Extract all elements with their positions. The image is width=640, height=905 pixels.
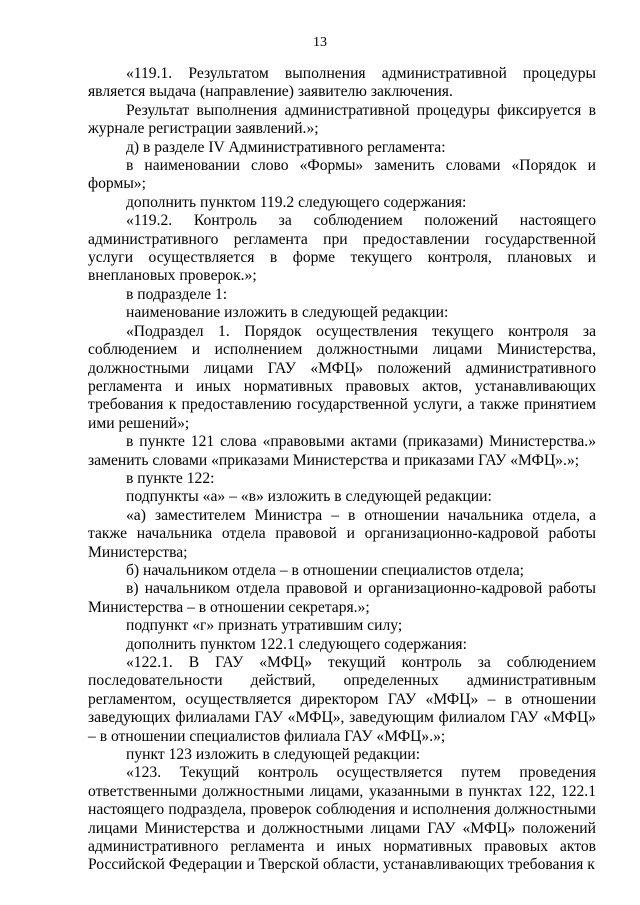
paragraph-add-122-1: дополнить пунктом 122.1 следующего содержания: <box>126 635 467 653</box>
paragraph-subitem-v: в) начальником отдела правовой и организационно-кадровой работы Министерства – в отношении секретаря.»; <box>88 580 596 616</box>
paragraph-123: «123. Текущий контроль осуществляется путем проведения ответственными должностными лицами, указанными в пунктах 122, 122.1 настоящего подраздела, проверок соблюдения и исполнения должностными лицами Министерства и должностными лицами ГАУ «МФЦ» положений административного регламента и иных нормативных правовых актов Российской Федерации и Тверской области, устанавливающих требования к <box>88 764 596 874</box>
paragraph-119-2: «119.2. Контроль за соблюдением положений настоящего административного регламента при предоставлении государственной услуги осуществляется в форме текущего контроля, плановых и внеплановых проверок.»; <box>88 212 596 285</box>
paragraph-subitem-b: б) начальником отдела – в отношении специалистов отдела; <box>126 561 524 579</box>
paragraph-result-journal: Результат выполнения административной процедуры фиксируется в журнале регистрации заявлений.»; <box>88 101 596 138</box>
document-body <box>88 65 596 875</box>
paragraph-subsection-1-title: «Подраздел 1. Порядок осуществления текущего контроля за соблюдением и исполнением должностными лицами Министерства, должностными лицами ГАУ «МФЦ» положений административного регламента и иных нормативных правовых актов, устанавливающих требования к предоставлению государственной услуги, а также принятием ими решений»; <box>88 322 596 432</box>
paragraph-title-edit: наименование изложить в следующей редакции: <box>126 304 449 322</box>
paragraph-item-122: в пункте 122: <box>126 469 215 487</box>
paragraph-subitem-g: подпункт «г» признать утратившим силу; <box>126 617 403 635</box>
page-number: 13 <box>313 35 327 50</box>
paragraph-title-change: в наименовании слово «Формы» заменить словами «Порядок и формы»; <box>88 157 596 193</box>
paragraph-subsection-1: в подразделе 1: <box>126 285 228 303</box>
paragraph-122-1: «122.1. В ГАУ «МФЦ» текущий контроль за соблюдением последовательности действий, определенных административным регламентом, осуществляется директором ГАУ «МФЦ» – в отношении заведующих филиалами ГАУ «МФЦ», заведующим филиалом ГАУ «МФЦ» – в отношении специалистов филиала ГАУ «МФЦ».»; <box>88 654 596 745</box>
paragraph-section-iv: д) в разделе IV Административного регламента: <box>126 138 446 156</box>
paragraph-subitems-a-v: подпункты «а» – «в» изложить в следующей редакции: <box>126 488 492 506</box>
paragraph-item-123-edit: пункт 123 изложить в следующей редакции: <box>126 746 421 764</box>
paragraph-119-1: «119.1. Результатом выполнения административной процедуры является выдача (направление) заявителю заключения. <box>88 65 596 101</box>
paragraph-subitem-a: «а) заместителем Министра – в отношении начальника отдела, а также начальника отдела правовой и организационно-кадровой работы Министерства; <box>88 506 596 561</box>
paragraph-item-121: в пункте 121 слова «правовыми актами (приказами) Министерства.» заменить словами «приказами Министерства и приказами ГАУ «МФЦ».»; <box>88 433 596 469</box>
paragraph-add-119-2: дополнить пунктом 119.2 следующего содержания: <box>126 193 467 211</box>
